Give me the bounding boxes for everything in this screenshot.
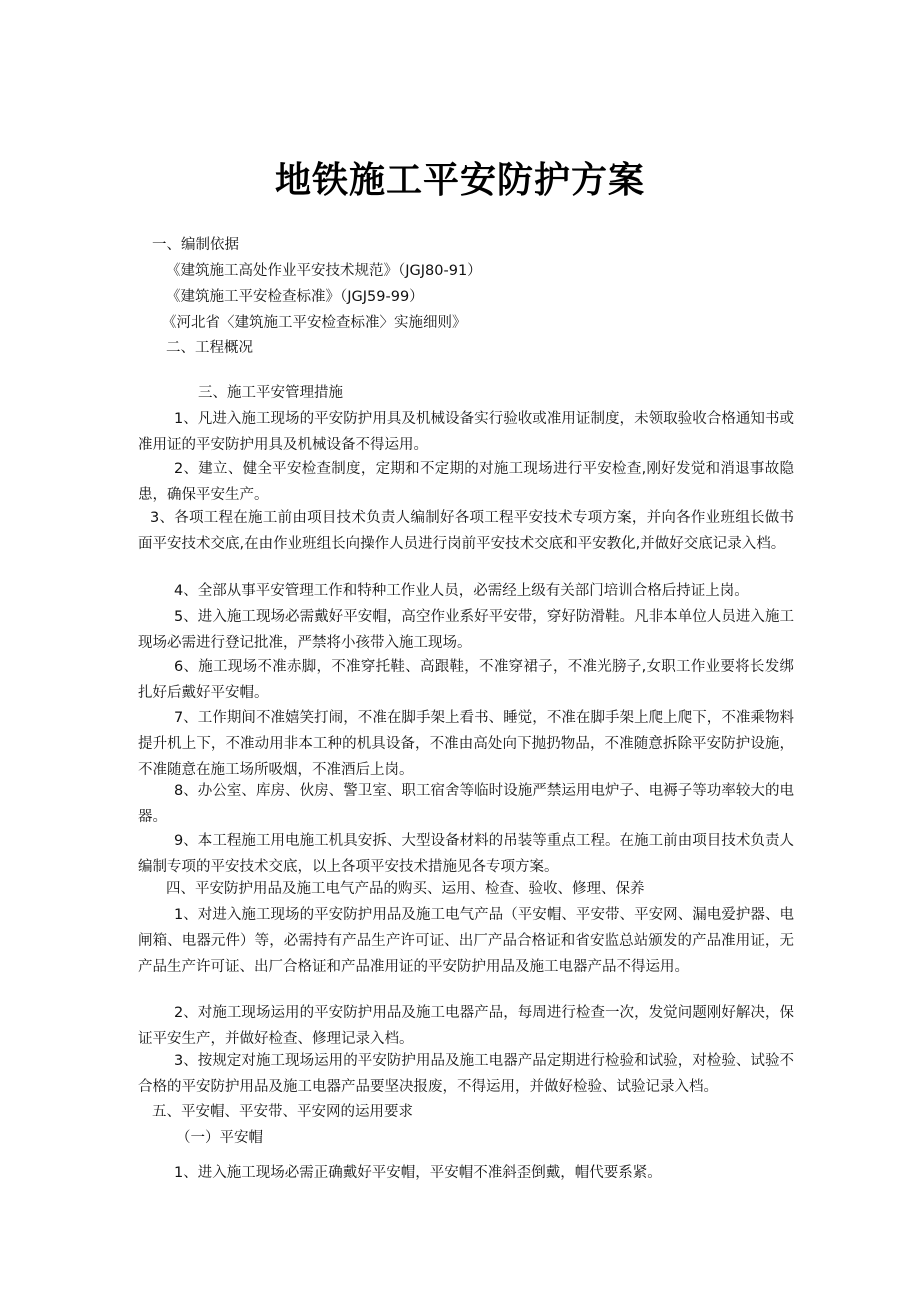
section-heading-usage: 五、平安帽、平安带、平安网的运用要求 (152, 1104, 413, 1120)
section-heading-overview: 二、工程概况 (166, 340, 253, 356)
management-item: 1、凡进入施工现场的平安防护用具及机械设备实行验收或准用证制度，未领取验收合格通知书或准用证的平安防护用具及机械设备不得运用。 (138, 411, 794, 453)
management-item: 2、建立、健全平安检查制度，定期和不定期的对施工现场进行平安检查,刚好发觉和消退事故隐患，确保平安生产。 (138, 461, 794, 503)
section-heading-purchase: 四、平安防护用品及施工电气产品的购买、运用、检查、验收、修理、保养 (166, 881, 645, 897)
management-item: 6、施工现场不准赤脚，不准穿托鞋、高跟鞋，不准穿裙子，不准光膀子,女职工作业要将长发绑扎好后戴好平安帽。 (138, 659, 794, 701)
basis-reference: 《建筑施工平安检查标准》（JGJ59-99） (166, 289, 424, 305)
management-item: 3、各项工程在施工前由项目技术负责人编制好各项工程平安技术专项方案，并向各作业班组长做书面平安技术交底,在由作业班组长向操作人员进行岗前平安技术交底和平安教化,并做好交底记录入档。 (138, 510, 794, 552)
subsection-heading-helmet: （一）平安帽 (176, 1130, 263, 1146)
purchase-item: 1、对进入施工现场的平安防护用品及施工电气产品（平安帽、平安带、平安网、漏电爱护器、电闸箱、电器元件）等，必需持有产品生产许可证、出厂产品合格证和省安监总站颁发的产品准用证，无产品生产许可证、出厂合格证和产品准用证的平安防护用品及施工电器产品不得运用。 (138, 907, 794, 975)
section-heading-management: 三、施工平安管理措施 (198, 385, 343, 401)
basis-reference: 《河北省〈建筑施工平安检查标准〉实施细则》 (162, 315, 467, 331)
management-item: 9、本工程施工用电施工机具安拆、大型设备材料的吊装等重点工程。在施工前由项目技术负责人编制专项的平安技术交底，以上各项平安技术措施见各专项方案。 (138, 833, 794, 875)
document-title: 地铁施工平安防护方案 (274, 160, 645, 201)
section-heading-basis: 一、编制依据 (152, 237, 239, 253)
management-item: 5、进入施工现场必需戴好平安帽，高空作业系好平安带，穿好防滑鞋。凡非本单位人员进入施工现场必需进行登记批准，严禁将小孩带入施工现场。 (138, 609, 794, 651)
management-item: 4、全部从事平安管理工作和特种工作业人员，必需经上级有关部门培训合格后持证上岗。 (174, 583, 749, 599)
management-item: 8、办公室、库房、伙房、警卫室、职工宿舍等临时设施严禁运用电炉子、电褥子等功率较大的电器。 (138, 783, 794, 825)
management-item: 7、工作期间不准嬉笑打闹，不准在脚手架上看书、睡觉，不准在脚手架上爬上爬下，不准乘物料提升机上下，不准动用非本工种的机具设备，不准由高处向下抛扔物品，不准随意拆除平安防护设施，不准随意在施工场所吸烟，不准酒后上岗。 (138, 710, 794, 778)
purchase-item: 3、按规定对施工现场运用的平安防护用品及施工电器产品定期进行检验和试验，对检验、试验不合格的平安防护用品及施工电器产品要坚决报废，不得运用，并做好检验、试验记录入档。 (138, 1053, 794, 1095)
helmet-item: 1、进入施工现场必需正确戴好平安帽，平安帽不准斜歪倒戴，帽代要系紧。 (174, 1165, 662, 1181)
basis-reference: 《建筑施工高处作业平安技术规范》（JGJ80-91） (166, 263, 482, 279)
purchase-item: 2、对施工现场运用的平安防护用品及施工电器产品，每周进行检查一次，发觉问题刚好解决，保证平安生产，并做好检查、修理记录入档。 (138, 1005, 794, 1047)
